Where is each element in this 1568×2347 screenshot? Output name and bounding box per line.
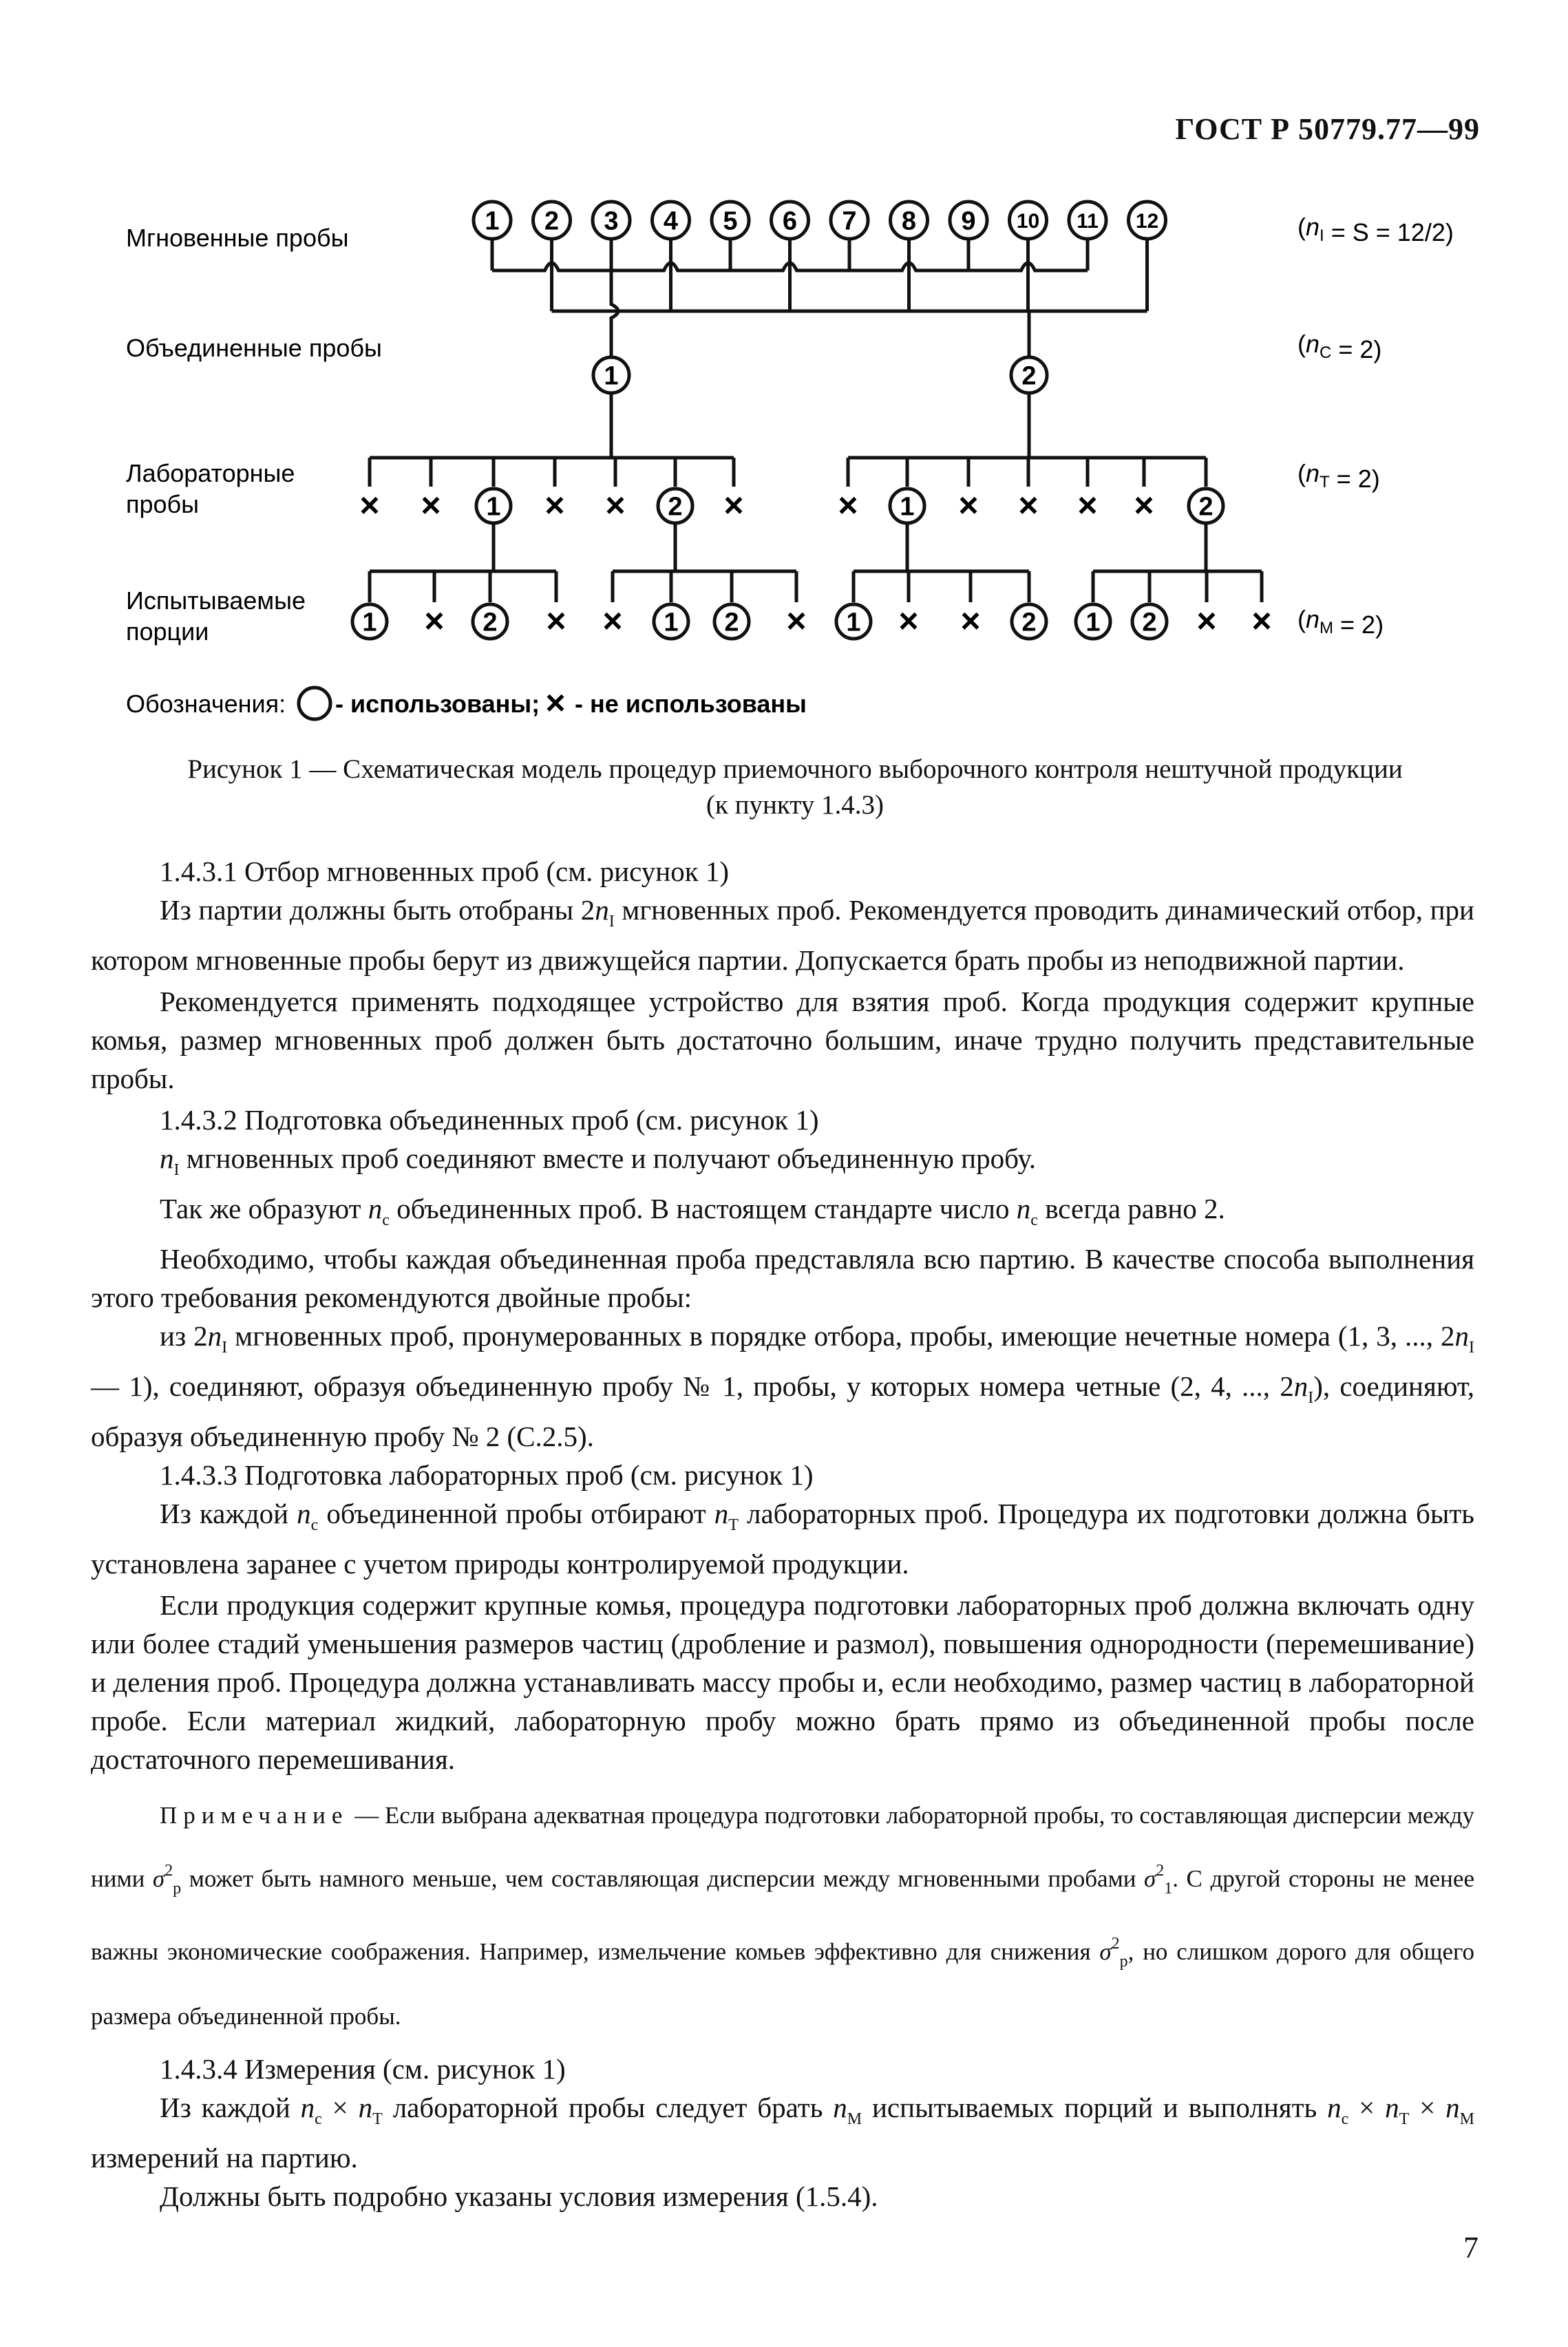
lab-sample-2-unused: × — [421, 486, 441, 524]
instant-sample-2 — [533, 202, 571, 239]
lab-sample-6 — [658, 489, 692, 523]
body-text — [91, 852, 1474, 2216]
legend-label: Обозначения: — [126, 690, 286, 718]
paragraph: Из каждой $n_c$ объединенной пробы отбирают $n_T$ лабораторных проб. Процедура их подготовки должна быть установлена заранее с учетом природы контролируемой продукции. — [91, 1498, 1474, 1580]
sample-number: 1 — [604, 361, 619, 391]
section-1-4-3-2-heading: 1.4.3.2 Подготовка объединенных проб (см. рисунок 1) — [160, 1104, 819, 1136]
param-combined: $(n_C = 2)$ — [1297, 330, 1382, 363]
lab-sample-13-unused: × — [1134, 486, 1154, 524]
row-label-laboratory-samples: Лабораторные — [126, 459, 295, 487]
param-instant: $(n_I = S = 12/2)$ — [1297, 213, 1454, 246]
lab-sample-14 — [1189, 489, 1223, 523]
test-portion-4-unused: × — [546, 602, 566, 640]
sample-number: 2 — [544, 206, 560, 236]
test-portion-16-unused: × — [1251, 602, 1272, 640]
test-portion-2-unused: × — [424, 602, 445, 640]
test-portion-7 — [714, 604, 749, 639]
note: Примечание — Если выбрана адекватная процедура подготовки лабораторной пробы, то составляющая дисперсии между ними $\sigma^2_p$ может быть намного меньше, чем составляющая дисперсии между мгновенными пробами $\sigma^2_1$. С другой стороны не менее важны экономические соображения. Например, измельчение комьев эффективно для снижения $\sigma^2_p$, но слишком дорого для общего размера объединенной пробы. — [91, 1802, 1474, 2030]
legend-unused-text: - не использованы — [575, 690, 807, 718]
instant-sample-9 — [950, 202, 987, 239]
test-portion-15-unused: × — [1196, 602, 1217, 640]
page-number: 7 — [1463, 2231, 1479, 2264]
lab-sample-12-unused: × — [1077, 486, 1098, 524]
sample-number: 10 — [1016, 209, 1040, 233]
sample-number: 6 — [782, 206, 798, 236]
document-header: ГОСТ Р 50779.77—99 — [1175, 112, 1480, 146]
instant-sample-6 — [772, 202, 809, 239]
row-label-test-portions: Испытываемые — [126, 586, 306, 615]
lab-sample-5-unused: × — [605, 486, 626, 524]
sample-number: 12 — [1135, 209, 1159, 233]
param-test: $(n_M = 2)$ — [1297, 605, 1384, 639]
test-portion-6 — [654, 604, 688, 639]
test-portion-11-unused: × — [960, 602, 981, 640]
test-portion-10-unused: × — [898, 602, 919, 640]
row-label-instant-samples: Мгновенные пробы — [126, 224, 349, 252]
lab-sample-9 — [890, 489, 924, 523]
lab-sample-1-unused: × — [359, 486, 380, 524]
test-portion-9 — [836, 604, 871, 639]
instant-sample-3 — [593, 202, 630, 239]
sample-number: 2 — [483, 608, 498, 637]
paragraph: Из партии должны быть отобраны $2n_I$ мгновенных проб. Рекомендуется проводить динамический отбор, при котором мгновенные пробы берут из движущейся партии. Допускается брать пробы из неподвижной партии. — [91, 894, 1474, 976]
lab-sample-11-unused: × — [1018, 486, 1039, 524]
paragraph: Если продукция содержит крупные комья, процедура подготовки лабораторных проб должна включать одну или более стадий уменьшения размеров частиц (дробление и размол), повышения однородности (перемешивание) и деления проб. Процедура должна устанавливать массу пробы и, если необходимо, размер частиц в лабораторной пробе. Если материал жидкий, лабораторную пробу можно брать прямо из объединенной пробы после достаточного перемешивания. — [91, 1589, 1474, 1775]
instant-sample-1 — [474, 202, 511, 239]
sample-number: 1 — [486, 492, 501, 522]
sample-number: 2 — [668, 492, 683, 522]
sample-number: 11 — [1077, 209, 1099, 233]
combined-sample-1 — [593, 357, 629, 393]
combined-sample-2 — [1011, 357, 1047, 393]
section-1-4-3-3-heading: 1.4.3.3 Подготовка лабораторных проб (см. рисунок 1) — [160, 1459, 814, 1491]
drop-to-combined-1 — [611, 270, 618, 358]
paragraph: Из каждой $n_c \times n_T$ лабораторной пробы следует брать $n_M$ испытываемых порций и выполнять $n_c \times n_T \times n_M$ измерений на партию. — [91, 2092, 1475, 2174]
row-label-laboratory-samples-2: пробы — [126, 490, 200, 518]
sample-number: 2 — [1021, 608, 1037, 637]
lab-sample-4-unused: × — [544, 486, 565, 524]
instant-sample-12 — [1129, 202, 1166, 239]
lab-sample-8-unused: × — [838, 486, 858, 524]
paragraph: Необходимо, чтобы каждая объединенная проба представляла всю партию. В качестве способа выполнения этого требования рекомендуются двойные пробы: — [91, 1243, 1474, 1313]
paragraph: $n_I$ мгновенных проб соединяют вместе и получают объединенную пробу. — [160, 1143, 1037, 1179]
sample-number: 5 — [723, 206, 738, 236]
legend-used-text: - использованы; — [335, 690, 540, 718]
instant-sample-4 — [653, 202, 690, 239]
sample-number: 7 — [842, 206, 857, 236]
lab-sample-7-unused: × — [723, 486, 744, 524]
sample-number: 1 — [362, 608, 377, 637]
paragraph: Должны быть подробно указаны условия измерения (1.5.4). — [160, 2180, 878, 2212]
sample-number: 2 — [1142, 608, 1157, 637]
instant-sample-7 — [831, 202, 868, 239]
instant-sample-5 — [712, 202, 749, 239]
sample-number: 1 — [900, 492, 915, 522]
legend-used-circle-icon — [299, 688, 330, 719]
instant-sample-8 — [891, 202, 928, 239]
legend-unused-cross-icon: × — [545, 683, 566, 722]
sample-number: 8 — [901, 206, 917, 236]
sample-number: 1 — [664, 608, 679, 637]
instant-sample-10 — [1010, 202, 1047, 239]
sample-number: 3 — [604, 206, 619, 236]
figure-caption — [103, 752, 1487, 823]
sample-number: 2 — [1198, 492, 1214, 522]
section-1-4-3-4-heading: 1.4.3.4 Измерения (см. рисунок 1) — [160, 2053, 566, 2085]
sample-number: 1 — [1085, 608, 1101, 637]
test-portion-12 — [1012, 604, 1046, 639]
test-portion-3 — [473, 604, 507, 639]
paragraph: из $2n_I$ мгновенных проб, пронумерованных в порядке отбора, пробы, имеющие нечетные номера (1, 3, ..., $2n_I$ — 1), соединяют, образуя объединенную пробу № 1, пробы, у которых номера четные (2, 4, ..., $2n_I$), соединяют, образуя объединенную пробу № 2 (С.2.5). — [91, 1320, 1475, 1452]
lab-sample-10-unused: × — [958, 486, 979, 524]
row-label-combined-samples: Объединенные пробы — [126, 334, 382, 362]
paragraph: Так же образуют $n_c$ объединенных проб. В настоящем стандарте число $n_c$ всегда равно 2. — [160, 1193, 1225, 1229]
sampling-scheme-diagram — [0, 0, 1568, 743]
caption-line-1: Рисунок 1 — Схематическая модель процедур приемочного выборочного контроля нештучной продукции — [187, 754, 1403, 784]
sample-number: 1 — [846, 608, 861, 637]
section-1-4-3-1-heading: 1.4.3.1 Отбор мгновенных проб (см. рисунок 1) — [160, 856, 730, 887]
sample-number: 4 — [663, 206, 679, 236]
sample-number: 2 — [1021, 361, 1037, 391]
test-portion-1 — [352, 604, 387, 639]
instant-sample-11 — [1069, 202, 1106, 239]
sample-number: 1 — [485, 206, 500, 236]
sample-number: 9 — [961, 206, 976, 236]
param-laboratory: $(n_T = 2)$ — [1297, 459, 1380, 493]
test-portion-8-unused: × — [786, 602, 807, 640]
caption-line-2: (к пункту 1.4.3) — [706, 790, 884, 820]
test-portion-13 — [1076, 604, 1110, 639]
row-label-test-portions-2: порции — [126, 617, 209, 646]
test-portion-14 — [1132, 604, 1167, 639]
paragraph: Рекомендуется применять подходящее устройство для взятия проб. Когда продукция содержит крупные комья, размер мгновенных проб должен быть достаточно большим, иначе трудно получить представительные пробы. — [91, 986, 1474, 1094]
test-portion-5-unused: × — [602, 602, 623, 640]
sample-number: 2 — [724, 608, 739, 637]
lab-sample-3 — [476, 489, 511, 523]
